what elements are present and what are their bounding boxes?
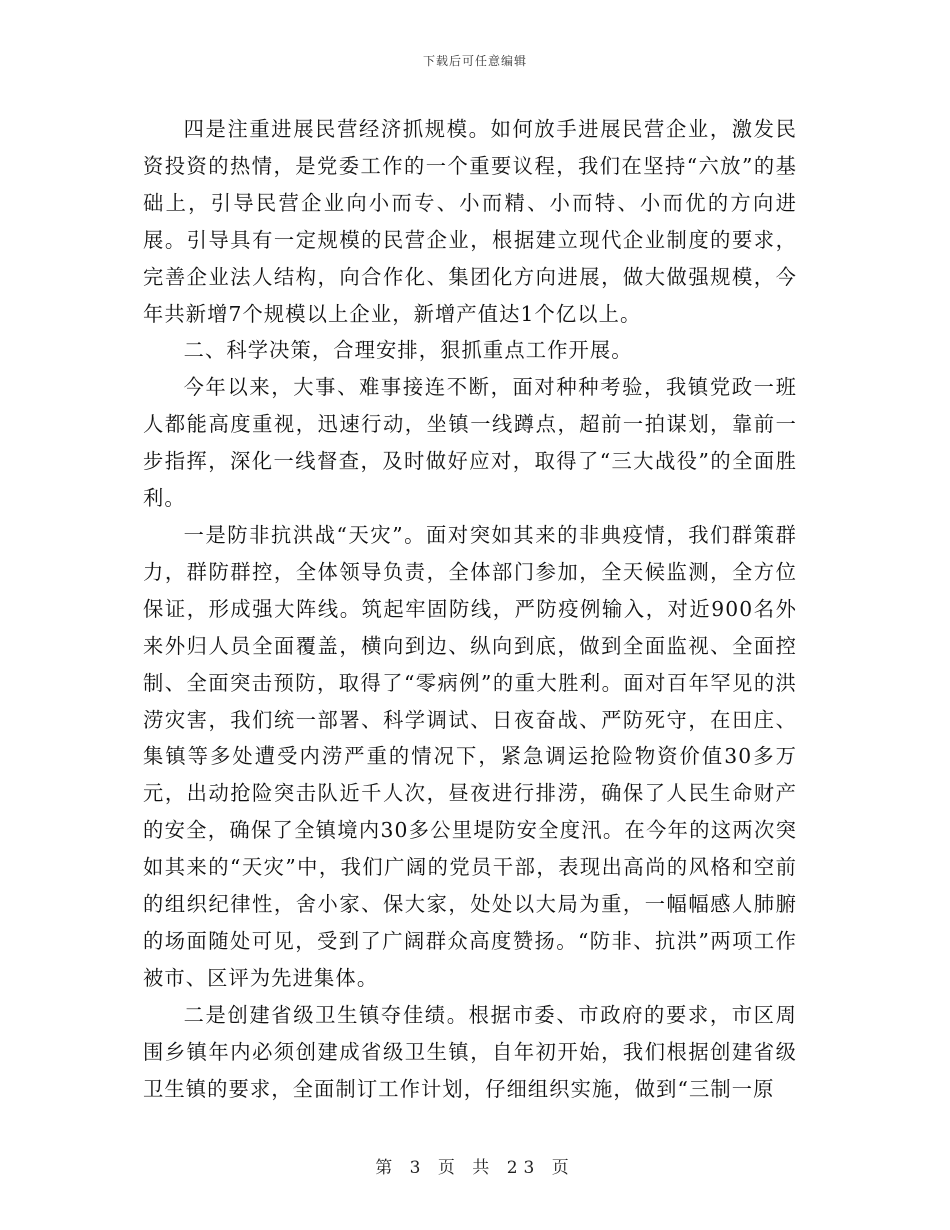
paragraph-private-economy: 四是注重进展民营经济抓规模。如何放手进展民营企业，激发民资投资的热情，是党委工作的一个重要议程，我们在坚持“六放”的基础上，引导民营企业向小而专、小而精、小而特、小而优的方向进展。引导具有一定规模的民营企业，根据建立现代企业制度的要求，完善企业法人结构，向合作化、集团化方向进展，做大做强规模，今年共新增7个规模以上企业，新增产值达1个亿以上。 [143,117,797,326]
page-number: 第 3 页 共 23 页 [375,1158,575,1178]
page-header: 下载后可任意编辑 [422,54,527,68]
paragraph-overview: 今年以来，大事、难事接连不断，面对种种考验，我镇党政一班人都能高度重视，迅速行动，坐镇一线蹲点，超前一拍谋划，靠前一步指挥，深化一线督查，及时做好应对，取得了“三大战役”的全面胜利。 [143,375,797,511]
paragraph-health-town: 二是创建省级卫生镇夺佳绩。根据市委、市政府的要求，市区周围乡镇年内必须创建成省级卫生镇，自年初开始，我们根据创建省级卫生镇的要求，全面制订工作计划，仔细组织实施，做到“三制一原 [143,1002,797,1101]
paragraph-disaster-response: 一是防非抗洪战“天灾”。面对突如其来的非典疫情，我们群策群力，群防群控，全体领导负责，全体部门参加，全天候监测，全方位保证，形成强大阵线。筑起牢固防线，严防疫例输入，对近900名外来外归人员全面覆盖，横向到边、纵向到底，做到全面监视、全面控制、全面突击预防，取得了“零病例”的重大胜利。面对百年罕见的洪涝灾害，我们统一部署、科学调试、日夜奋战、严防死守，在田庄、集镇等多处遭受内涝严重的情况下，紧急调运抢险物资价值30多万元，出动抢险突击队近千人次，昼夜进行排涝，确保了人民生命财产的安全，确保了全镇境内30多公里堤防安全度汛。在今年的这两次突如其来的“天灾”中，我们广阔的党员干部，表现出高尚的风格和空前的组织纪律性，舍小家、保大家，处处以大局为重，一幅幅感人肺腑的场面随处可见，受到了广阔群众高度赞扬。“防非、抗洪”两项工作被市、区评为先进集体。 [143,522,797,990]
section-heading-two: 二、科学决策，合理安排，狠抓重点工作开展。 [183,338,633,363]
document-body [143,111,797,1107]
